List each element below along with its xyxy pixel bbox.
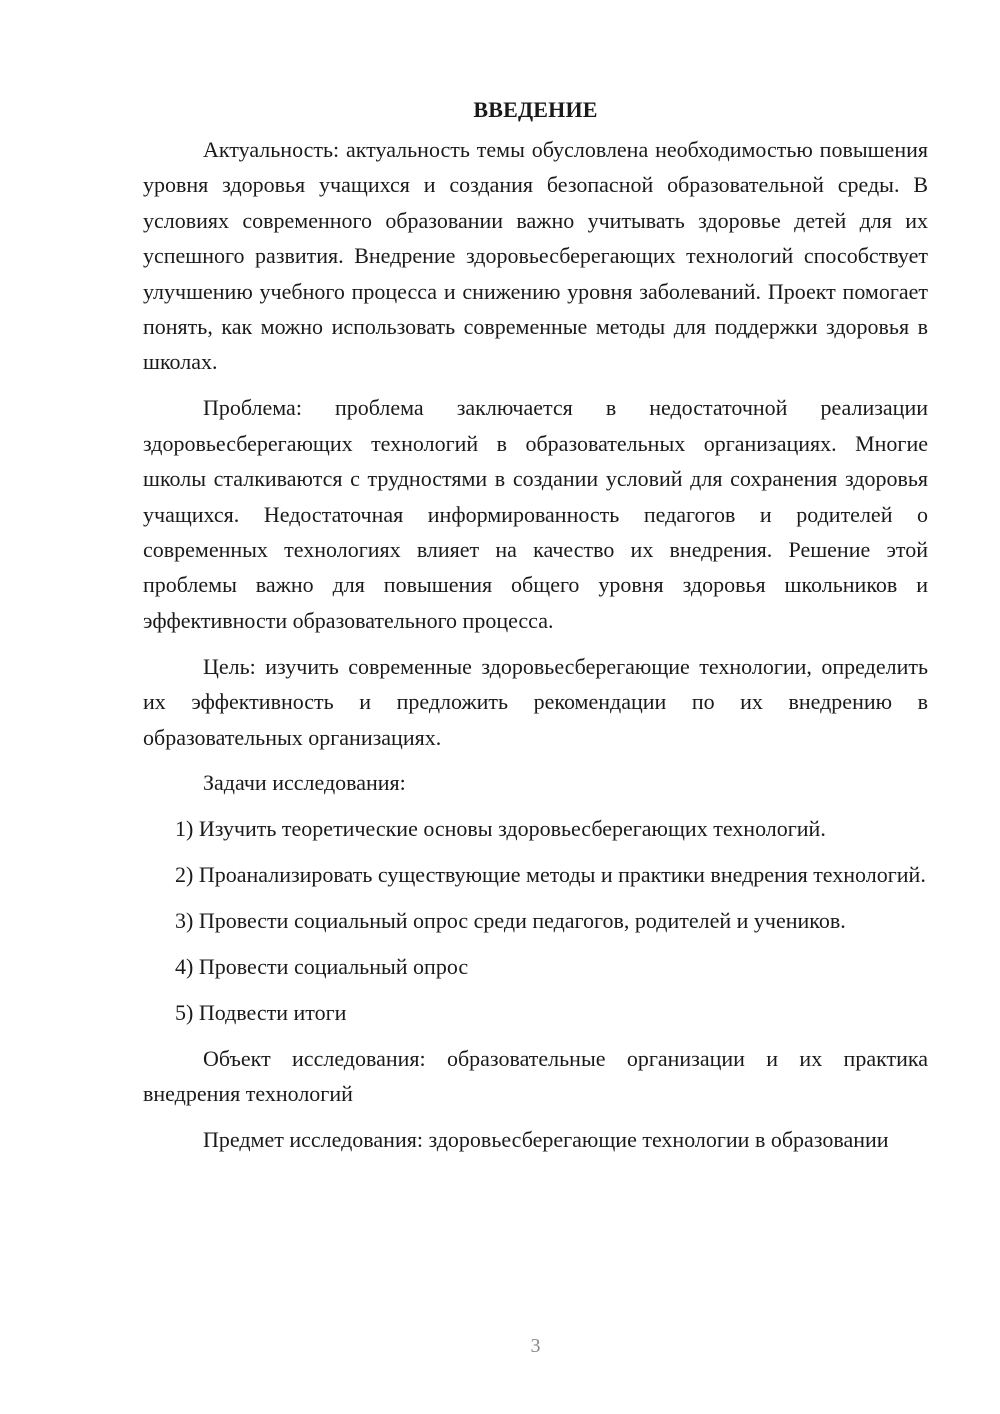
relevance-paragraph: Актуальность: актуальность темы обусловлена необходимостью повышения уровня здоровья учащихся и создания безопасной образовательной среды. В условиях современного образовании важно учитывать здоровье детей для их успешного развития. Внедрение здоровьесберегающих технологий способствует улучшению учебного процесса и снижению уровня заболеваний. Проект помогает понять, как можно использовать современные методы для поддержки здоровья в школах.	[143, 137, 928, 375]
task-item-1: 1) Изучить теоретические основы здоровьесберегающих технологий.	[175, 816, 826, 842]
document-page	[143, 92, 928, 1168]
research-object-paragraph: Объект исследования: образовательные организации и их практика внедрения технологий	[143, 1045, 928, 1107]
goal-paragraph: Цель: изучить современные здоровьесберегающие технологии, определить их эффективность и предложить рекомендации по их внедрению в образовательных организациях.	[143, 653, 928, 750]
task-item-4: 4) Провести социальный опрос	[175, 954, 469, 980]
task-item-2: 2) Проанализировать существующие методы и практики внедрения технологий.	[175, 862, 926, 888]
task-item-3: 3) Провести социальный опрос среди педагогов, родителей и учеников.	[175, 908, 846, 934]
section-title: ВВЕДЕНИЕ	[473, 97, 598, 122]
problem-paragraph: Проблема: проблема заключается в недостаточной реализации здоровьесберегающих технологий в образовательных организациях. Многие школы сталкиваются с трудностями в создании условий для сохранения здоровья учащихся. Недостаточная информированность педагогов и родителей о современных технологиях влияет на качество их внедрения. Решение этой проблемы важно для повышения общего уровня здоровья школьников и эффективности образовательного процесса.	[143, 395, 928, 633]
research-subject-paragraph: Предмет исследования: здоровьесберегающие технологии в образовании	[203, 1127, 889, 1153]
tasks-heading: Задачи исследования:	[203, 770, 406, 796]
page-number: 3	[530, 1335, 541, 1357]
task-item-5: 5) Подвести итоги	[175, 999, 347, 1025]
